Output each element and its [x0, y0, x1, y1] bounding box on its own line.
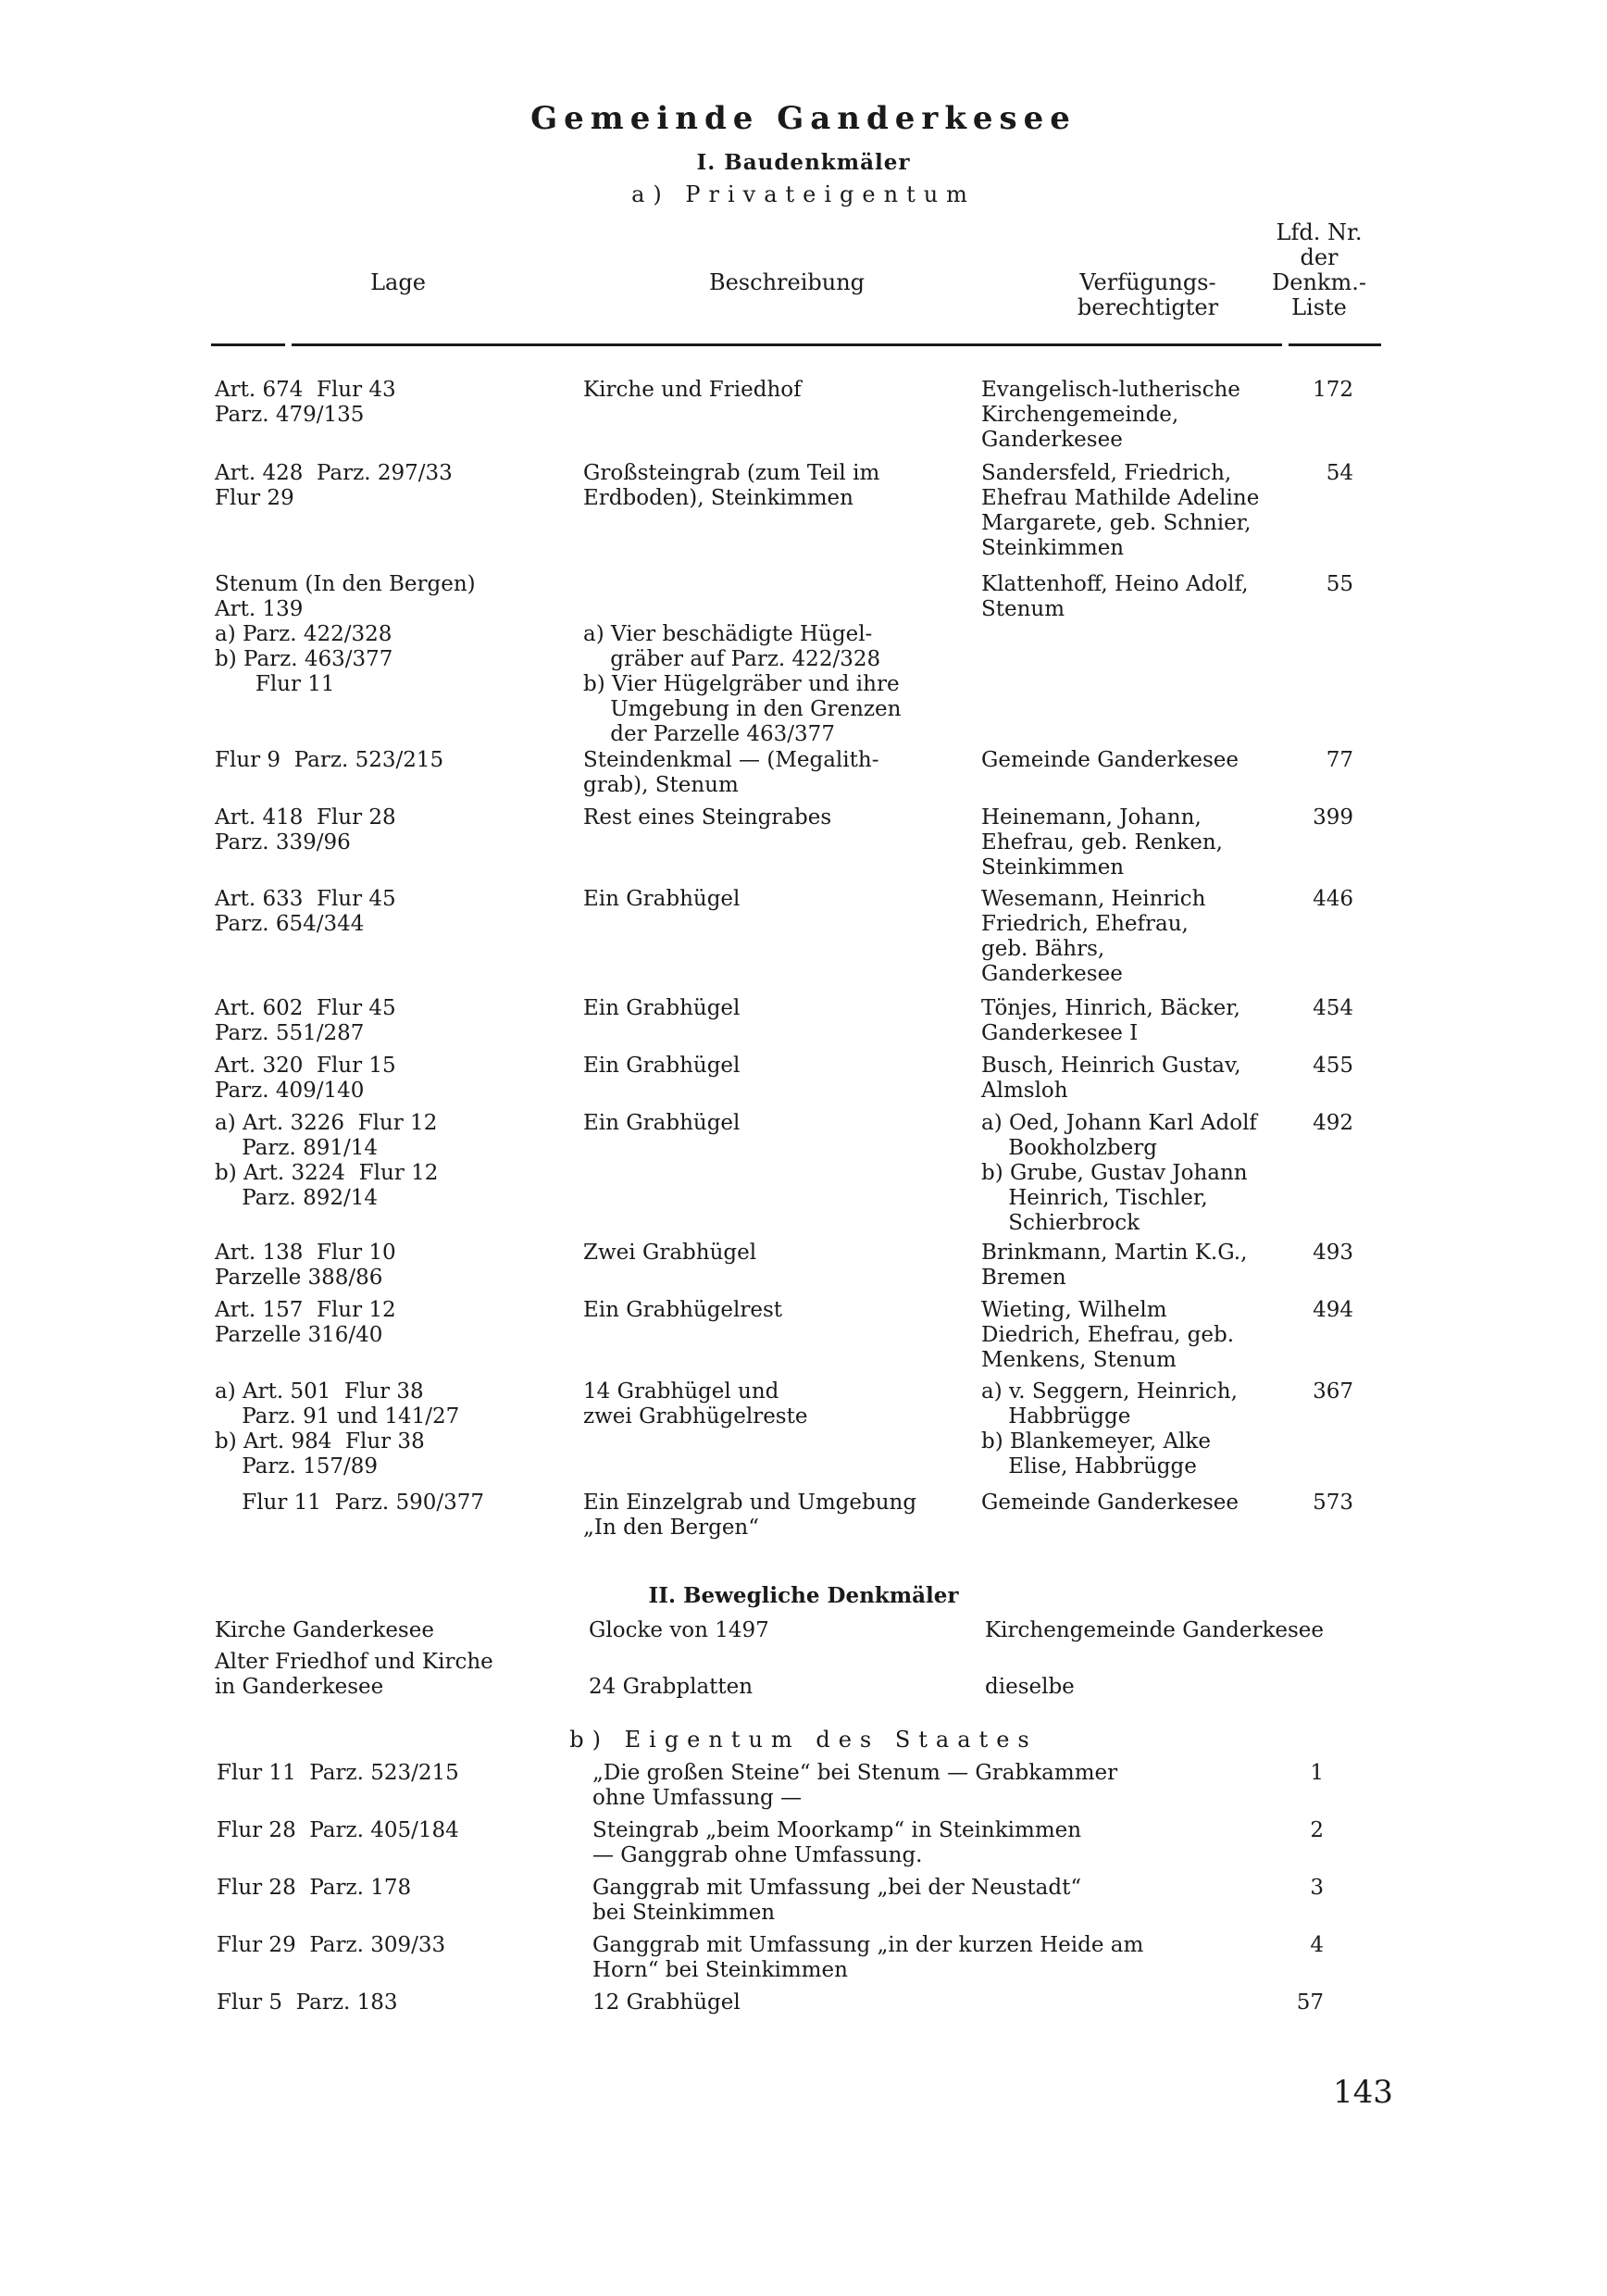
- table-cell-nr: 77: [1326, 748, 1353, 772]
- table-cell-beschreibung: Ganggrab mit Umfassung „bei der Neustadt“ bei Steinkimmen: [592, 1876, 1082, 1925]
- table-cell-verfuegung: Tönjes, Hinrich, Bäcker, Ganderkesee I: [981, 996, 1240, 1045]
- table-cell-nr: 4: [1310, 1933, 1324, 1957]
- table-cell-nr: 55: [1326, 572, 1353, 596]
- table-cell-lage: Alter Friedhof und Kirche in Ganderkesee: [215, 1650, 493, 1699]
- section-heading-baudenkmaeler: I. Baudenkmäler: [696, 150, 911, 175]
- table-cell-nr: 493: [1313, 1241, 1353, 1265]
- table-cell-lage: Flur 5 Parz. 183: [217, 1990, 398, 2015]
- table-cell-nr: 2: [1310, 1818, 1324, 1842]
- table-cell-nr: 455: [1313, 1054, 1353, 1078]
- table-cell-beschreibung: Ein Grabhügel: [583, 996, 741, 1020]
- table-cell-beschreibung: Ein Grabhügel: [583, 1111, 741, 1135]
- table-cell-lage: Flur 9 Parz. 523/215: [215, 748, 444, 772]
- subsection-heading-staat: b) Eigentum des Staates: [569, 1727, 1038, 1753]
- table-cell-verfuegung: Gemeinde Ganderkesee: [981, 748, 1240, 772]
- table-cell-nr: 1: [1310, 1761, 1324, 1785]
- table-cell-verfuegung: Busch, Heinrich Gustav, Almsloh: [981, 1054, 1241, 1103]
- table-cell-verfuegung: Klattenhoff, Heino Adolf, Stenum: [981, 572, 1249, 621]
- table-cell-verfuegung: Gemeinde Ganderkesee: [981, 1491, 1240, 1515]
- column-header-lfd-nr: Lfd. Nr. der Denkm.- Liste: [1272, 219, 1366, 320]
- table-cell-beschreibung: Ein Grabhügel: [583, 1054, 741, 1078]
- table-cell-nr: 367: [1313, 1379, 1353, 1404]
- table-cell-beschreibung: Kirche und Friedhof: [583, 378, 802, 402]
- table-cell-verfuegung: Kirchengemeinde Ganderkesee: [985, 1618, 1325, 1642]
- table-cell-lage: Kirche Ganderkesee: [215, 1618, 434, 1642]
- table-cell-verfuegung: a) v. Seggern, Heinrich, Habbrügge b) Blankemeyer, Alke Elise, Habbrügge: [981, 1379, 1238, 1479]
- table-cell-verfuegung: Evangelisch-lutherische Kirchengemeinde, Ganderkesee: [981, 378, 1240, 452]
- table-cell-beschreibung: Glocke von 1497: [589, 1618, 769, 1642]
- table-cell-beschreibung: Ganggrab mit Umfassung „in der kurzen Heide am Horn“ bei Steinkimmen: [592, 1933, 1144, 1982]
- table-cell-lage: Flur 28 Parz. 178: [217, 1876, 412, 1900]
- column-header-lage: Lage: [370, 269, 426, 295]
- table-cell-lage: Art. 602 Flur 45 Parz. 551/287: [215, 996, 396, 1045]
- table-cell-lage: Art. 138 Flur 10 Parzelle 388/86: [215, 1241, 396, 1290]
- table-cell-beschreibung: 14 Grabhügel und zwei Grabhügelreste: [583, 1379, 808, 1429]
- table-cell-beschreibung: Steingrab „beim Moorkamp“ in Steinkimmen — Ganggrab ohne Umfassung.: [592, 1818, 1082, 1867]
- table-cell-nr: 446: [1313, 887, 1353, 911]
- table-cell-verfuegung: Sandersfeld, Friedrich, Ehefrau Mathilde Adeline Margarete, geb. Schnier, Steinkimmen: [981, 461, 1260, 560]
- page-number: 143: [1333, 2074, 1393, 2111]
- table-cell-verfuegung: Brinkmann, Martin K.G., Bremen: [981, 1241, 1248, 1290]
- table-cell-verfuegung: Wesemann, Heinrich Friedrich, Ehefrau, geb. Bährs, Ganderkesee: [981, 887, 1206, 986]
- table-cell-nr: 492: [1313, 1111, 1353, 1135]
- header-rule-1: [211, 343, 285, 346]
- table-cell-beschreibung: 24 Grabplatten: [589, 1675, 754, 1699]
- table-cell-nr: 573: [1313, 1491, 1353, 1515]
- table-cell-beschreibung: Ein Grabhügelrest: [583, 1298, 783, 1322]
- table-cell-lage: Art. 633 Flur 45 Parz. 654/344: [215, 887, 396, 936]
- table-cell-lage: Stenum (In den Bergen) Art. 139 a) Parz. 422/328 b) Parz. 463/377 Flur 11: [215, 572, 476, 696]
- table-cell-lage: Art. 428 Parz. 297/33 Flur 29: [215, 461, 453, 510]
- table-cell-verfuegung: dieselbe: [985, 1675, 1075, 1699]
- table-cell-lage: Art. 674 Flur 43 Parz. 479/135: [215, 378, 396, 427]
- table-cell-nr: 172: [1313, 378, 1353, 402]
- table-cell-lage: Art. 320 Flur 15 Parz. 409/140: [215, 1054, 396, 1103]
- table-cell-beschreibung: „Die großen Steine“ bei Stenum — Grabkammer ohne Umfassung —: [592, 1761, 1118, 1810]
- page-title: Gemeinde Ganderkesee: [530, 100, 1077, 137]
- table-cell-beschreibung: Ein Grabhügel: [583, 887, 741, 911]
- table-cell-lage: Art. 418 Flur 28 Parz. 339/96: [215, 805, 396, 855]
- table-cell-nr: 454: [1313, 996, 1353, 1020]
- table-cell-nr: 57: [1296, 1990, 1324, 2015]
- table-cell-beschreibung: a) Vier beschädigte Hügel- gräber auf Parz. 422/328 b) Vier Hügelgräber und ihre Umgebung in den Grenzen der Parzelle 463/377: [583, 622, 902, 746]
- table-cell-beschreibung: Rest eines Steingrabes: [583, 805, 832, 830]
- table-cell-beschreibung: 12 Grabhügel: [592, 1990, 741, 2015]
- table-cell-lage: Flur 28 Parz. 405/184: [217, 1818, 459, 1842]
- table-cell-lage: a) Art. 501 Flur 38 Parz. 91 und 141/27 b) Art. 984 Flur 38 Parz. 157/89: [215, 1379, 460, 1479]
- subsection-heading-privateigentum: a) Privateigentum: [631, 181, 976, 207]
- table-cell-verfuegung: Heinemann, Johann, Ehefrau, geb. Renken, Steinkimmen: [981, 805, 1223, 880]
- table-cell-lage: Flur 11 Parz. 523/215: [217, 1761, 459, 1785]
- table-cell-nr: 399: [1313, 805, 1353, 830]
- table-cell-nr: 494: [1313, 1298, 1353, 1322]
- table-cell-lage: Art. 157 Flur 12 Parzelle 316/40: [215, 1298, 396, 1347]
- table-cell-beschreibung: Zwei Grabhügel: [583, 1241, 757, 1265]
- table-cell-lage: Flur 29 Parz. 309/33: [217, 1933, 446, 1957]
- column-header-beschreibung: Beschreibung: [708, 269, 866, 295]
- table-cell-beschreibung: Steindenkmal — (Megalith- grab), Stenum: [583, 748, 879, 797]
- table-cell-verfuegung: a) Oed, Johann Karl Adolf Bookholzberg b) Grube, Gustav Johann Heinrich, Tischler, Schierbrock: [981, 1111, 1257, 1235]
- table-cell-lage: a) Art. 3226 Flur 12 Parz. 891/14 b) Art. 3224 Flur 12 Parz. 892/14: [215, 1111, 439, 1210]
- table-cell-verfuegung: Wieting, Wilhelm Diedrich, Ehefrau, geb. Menkens, Stenum: [981, 1298, 1235, 1372]
- column-header-verfuegung: Verfügungs- berechtigter: [1077, 269, 1219, 320]
- header-rule-3: [1289, 343, 1381, 346]
- section-heading-bewegliche: II. Bewegliche Denkmäler: [648, 1583, 959, 1608]
- header-rule-2: [292, 343, 1282, 346]
- table-cell-lage: Flur 11 Parz. 590/377: [215, 1491, 485, 1515]
- table-cell-nr: 54: [1326, 461, 1353, 485]
- table-cell-beschreibung: Ein Einzelgrab und Umgebung „In den Bergen“: [583, 1491, 917, 1540]
- table-cell-beschreibung: Großsteingrab (zum Teil im Erdboden), Steinkimmen: [583, 461, 880, 510]
- table-cell-nr: 3: [1310, 1876, 1324, 1900]
